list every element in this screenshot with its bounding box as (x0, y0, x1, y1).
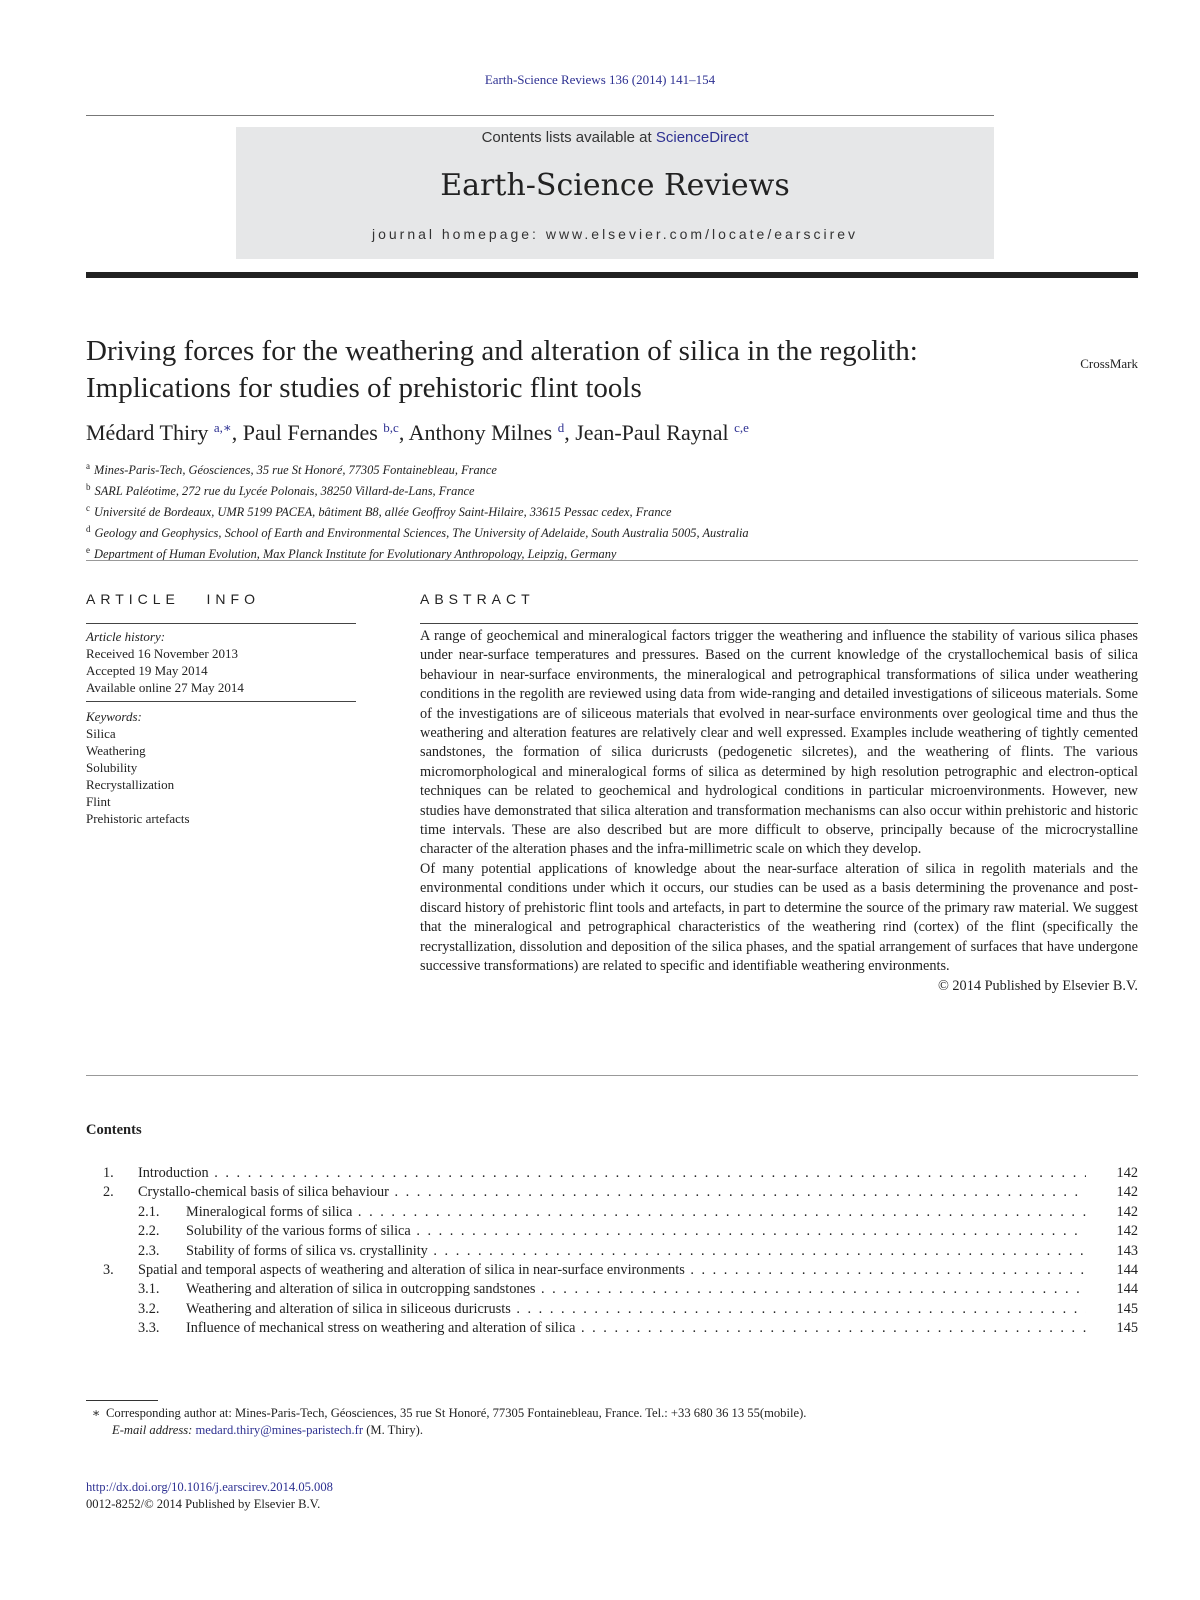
toc-page: 144 (1116, 1281, 1138, 1298)
doi-block (86, 1479, 333, 1513)
affiliation-item (86, 500, 749, 521)
toc-entry[interactable] (86, 1183, 1138, 1202)
footnote-rule (86, 1400, 158, 1401)
affiliation-key: e (86, 545, 90, 555)
affiliation-item (86, 521, 749, 542)
toc-page: 145 (1116, 1320, 1138, 1337)
toc-entry[interactable] (86, 1164, 1138, 1183)
toc-title[interactable]: Mineralogical forms of silica . . . (186, 1203, 1086, 1222)
toc-number: 3.3. (138, 1320, 160, 1337)
online-date: Available online 27 May 2014 (86, 680, 244, 695)
history-label: Article history: (86, 629, 166, 644)
toc-title[interactable]: Solubility of the various forms of silica . . . (186, 1222, 1086, 1241)
journal-title: Earth-Science Reviews (440, 168, 790, 203)
footnote-marker: ∗ (91, 1406, 101, 1420)
affiliation-text: SARL Paléotime, 272 rue du Lycée Polonais, 38250 Villard-de-Lans, France (94, 484, 475, 498)
toc-number: 3.2. (138, 1300, 160, 1317)
author-affiliation-ref[interactable]: c,e (734, 420, 749, 435)
toc-number: 2.2. (138, 1223, 160, 1240)
toc-title[interactable]: Introduction . . . (138, 1164, 1086, 1183)
table-of-contents (86, 1164, 1138, 1339)
abstract-panel (420, 591, 1138, 995)
toc-title[interactable]: Weathering and alteration of silica in siliceous duricrusts . . . (186, 1300, 1086, 1319)
received-date: Received 16 November 2013 (86, 646, 238, 661)
keywords-rule (86, 701, 356, 702)
author-affiliation-ref[interactable]: b,c (383, 420, 399, 435)
toc-entry[interactable] (86, 1300, 1138, 1319)
toc-number: 3. (103, 1261, 114, 1278)
header-thick-rule (86, 272, 1138, 278)
doi-link[interactable]: http://dx.doi.org/10.1016/j.earscirev.2014.05.008 (86, 1480, 333, 1494)
abstract-copyright: © 2014 Published by Elsevier B.V. (937, 978, 1138, 995)
crossmark-badge[interactable]: CrossMark (1080, 356, 1138, 371)
journal-homepage[interactable]: journal homepage: www.elsevier.com/locate/earscirev (371, 226, 859, 242)
email-line (86, 1422, 1138, 1439)
toc-page: 142 (1116, 1184, 1138, 1201)
author-name: Paul Fernandes (242, 420, 378, 445)
accepted-date: Accepted 19 May 2014 (86, 663, 208, 678)
affiliation-key: a (86, 461, 90, 471)
section-rule (86, 560, 1138, 561)
toc-entry[interactable] (86, 1261, 1138, 1280)
affiliation-key: c (86, 503, 90, 513)
toc-number: 2.1. (138, 1203, 160, 1220)
keyword-item: Prehistoric artefacts (86, 811, 190, 826)
abstract-paragraph: Of many potential applications of knowledge about the near-surface alteration of silica in regolith materials and the environmental conditions under which it occurs, our studies can be used as a basis determining the provenance and post-discard history of prehistoric flint tools and artefacts, in part to determine the source of the primary raw material. We suggest that the mineralogical and petrographical characteristics of the weathering rind (cortex) of the flint (specifically the recrystallization, dissolution and deposition of the silica phases, and the spatial arrangement of surfaces that have undergone successive transformations) are related to specific and identifiable weathering environments. (420, 860, 1138, 974)
author-list (86, 420, 749, 446)
header-rule (86, 115, 994, 116)
toc-page: 143 (1116, 1242, 1138, 1259)
toc-title[interactable]: Stability of forms of silica vs. crystallinity . . . (186, 1242, 1086, 1261)
author-affiliation-ref[interactable]: d (557, 420, 565, 435)
contents-availability (236, 129, 994, 146)
keyword-item: Recrystallization (86, 777, 175, 792)
toc-title[interactable]: Spatial and temporal aspects of weathering and alteration of silica in near-surface environments . . . (138, 1261, 1086, 1280)
article-info-rule (86, 623, 356, 624)
contents-heading: Contents (86, 1122, 142, 1138)
article-history (86, 628, 356, 696)
affiliation-item (86, 479, 749, 500)
author-affiliation-ref[interactable]: a,∗ (213, 420, 232, 435)
keyword-item: Weathering (86, 743, 146, 758)
contents-prefix: Contents lists available at (481, 129, 656, 146)
affiliation-key: d (86, 524, 91, 534)
toc-entry[interactable] (86, 1280, 1138, 1299)
toc-title[interactable]: Influence of mechanical stress on weathering and alteration of silica . . . (186, 1319, 1086, 1338)
journal-reference[interactable]: Earth-Science Reviews 136 (2014) 141–154 (484, 72, 716, 87)
keyword-item: Silica (86, 726, 116, 741)
email-label: E-mail address: (112, 1423, 193, 1437)
keywords-label: Keywords: (86, 709, 142, 724)
abstract-rule (420, 623, 1138, 624)
toc-title[interactable]: Crystallo-chemical basis of silica behaviour . . . (138, 1183, 1086, 1202)
author-name: Médard Thiry (86, 420, 209, 445)
footnote-line (86, 1405, 1138, 1422)
abstract-body (420, 627, 1138, 976)
corresponding-text: Corresponding author at: Mines-Paris-Tech, Géosciences, 35 rue St Honoré, 77305 Fontainebleau, France. Tel.: +33 680 36 13 55(mobile). (106, 1406, 807, 1420)
toc-page: 142 (1116, 1203, 1138, 1220)
toc-page: 142 (1116, 1223, 1138, 1240)
keywords-block (86, 708, 356, 827)
issn-line: 0012-8252/© 2014 Published by Elsevier B.V. (86, 1497, 321, 1511)
journal-masthead (236, 127, 994, 259)
toc-number: 1. (103, 1165, 114, 1181)
toc-entry[interactable] (86, 1319, 1138, 1338)
toc-page: 144 (1116, 1261, 1138, 1278)
author-separator: , (231, 420, 243, 445)
article-info-panel (86, 591, 356, 827)
toc-number: 2. (103, 1184, 114, 1201)
toc-title[interactable]: Weathering and alteration of silica in outcropping sandstones . . . (186, 1280, 1086, 1299)
toc-entry[interactable] (86, 1222, 1138, 1241)
toc-entry[interactable] (86, 1242, 1138, 1261)
affiliation-text: Mines-Paris-Tech, Géosciences, 35 rue St Honoré, 77305 Fontainebleau, France (94, 463, 497, 477)
author-separator: , (564, 420, 576, 445)
email-suffix: (M. Thiry). (366, 1423, 424, 1437)
toc-number: 2.3. (138, 1242, 160, 1259)
affiliation-text: Université de Bordeaux, UMR 5199 PACEA, bâtiment B8, allée Geoffroy Saint-Hilaire, 33615 Pessac cedex, France (94, 505, 672, 519)
affiliation-item (86, 458, 749, 479)
toc-number: 3.1. (138, 1281, 160, 1298)
affiliation-key: b (86, 482, 91, 492)
email-link[interactable]: medard.thiry@mines-paristech.fr (195, 1423, 364, 1437)
affiliation-list (86, 458, 749, 563)
affiliation-text: Geology and Geophysics, School of Earth and Environmental Sciences, The University of Adelaide, South Australia 5005, Australia (94, 526, 749, 540)
toc-page: 142 (1116, 1165, 1138, 1181)
abstract-heading: ABSTRACT (420, 591, 535, 607)
author-name: Anthony Milnes (408, 420, 553, 445)
article-title: Driving forces for the weathering and alteration of silica in the regolith: Implications for studies of prehistoric flint tools (86, 335, 918, 404)
article-info-heading: ARTICLE INFO (86, 591, 260, 607)
corresponding-author-footnote (86, 1405, 1138, 1439)
sciencedirect-link[interactable]: ScienceDirect (655, 129, 749, 146)
keyword-item: Flint (86, 794, 111, 809)
keyword-item: Solubility (86, 760, 138, 775)
affiliation-text: Department of Human Evolution, Max Planck Institute for Evolutionary Anthropology, Leipzig, Germany (94, 547, 617, 561)
author-separator: , (398, 420, 409, 445)
toc-entry[interactable] (86, 1203, 1138, 1222)
toc-page: 145 (1116, 1300, 1138, 1317)
abstract-bottom-rule (86, 1075, 1138, 1076)
author-name: Jean-Paul Raynal (575, 420, 729, 445)
abstract-paragraph: A range of geochemical and mineralogical factors trigger the weathering and influence the stability of various silica phases under near-surface temperatures and pressures. Based on the current knowledge of the crystallochemical basis of silica behaviour in near-surface environments, the mineralogical and petrographical transformations of silica under weathering conditions in the regolith are reviewed using data from wide-ranging and detailed investigations of siliceous materials. Some of the investigations are of siliceous materials that evolved in near-surface environments over geological time and thus the weathering and alteration features are relatively clear and well expressed. Examples include weathering of tightly cemented sandstones, the formation of silica duricrusts (pedogenetic silcretes), and the weathering of flints. The various micromorphological and mineralogical forms of silica as determined by high resolution petrographic and electron-optical techniques can be related to geochemical and hydrological conditions in particular microenvironments. However, new studies have demonstrated that silica alteration and transformation mechanisms can also occur within prehistoric and historic time intervals. These are also described but are more difficult to observe, principally because of the microcrystalline character of the alteration phases and the infra-millimetric scale on which they develop. (420, 628, 1138, 858)
